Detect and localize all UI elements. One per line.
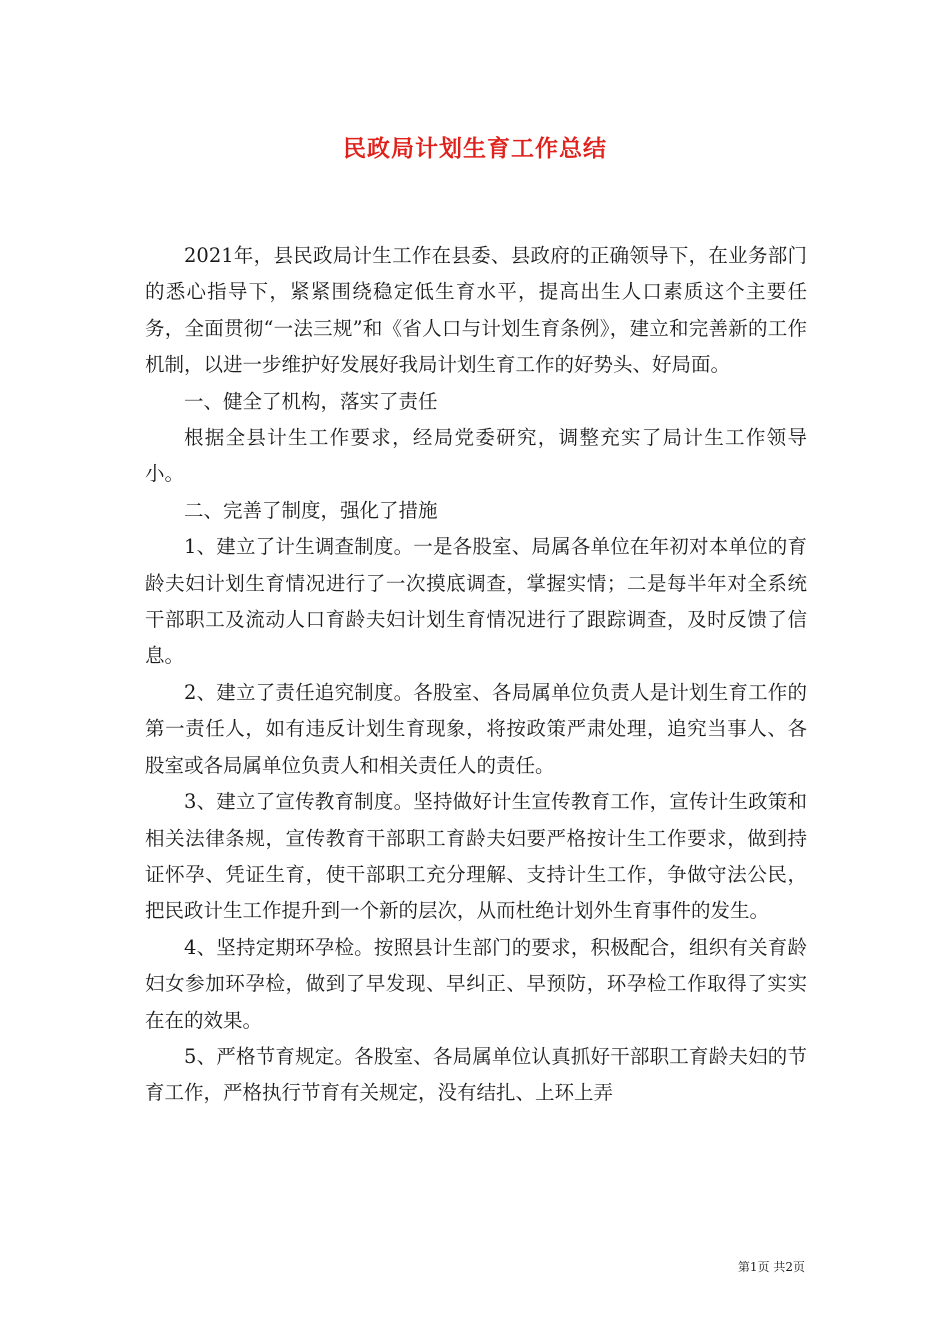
document-body (145, 238, 807, 1112)
paragraph: 2021年，县民政局计生工作在县委、县政府的正确领导下，在业务部门的悉心指导下，紧紧围绕稳定低生育水平，提高出生人口素质这个主要任务，全面贯彻“一法三规”和《省人口与计划生育条例》，建立和完善新的工作机制，以进一步维护好发展好我局计划生育工作的好势头、好局面。 (145, 244, 807, 377)
section-heading: 一、健全了机构，落实了责任 (184, 389, 438, 413)
paragraph: 3、建立了宣传教育制度。坚持做好计生宣传教育工作，宣传计生政策和相关法律条规，宣传教育干部职工育龄夫妇要严格按计生工作要求，做到持证怀孕、凭证生育，使干部职工充分理解、支持计生工作，争做守法公民，把民政计生工作提升到一个新的层次，从而杜绝计划外生育事件的发生。 (145, 790, 807, 923)
paragraph: 根据全县计生工作要求，经局党委研究，调整充实了局计生工作领导小。 (145, 426, 807, 486)
page-number: 第1页 共2页 (737, 1260, 805, 1274)
paragraph: 2、建立了责任追究制度。各股室、各局属单位负责人是计划生育工作的第一责任人，如有违反计划生育现象，将按政策严肃处理，追究当事人、各股室或各局属单位负责人和相关责任人的责任。 (145, 680, 807, 777)
document-title: 民政局计划生育工作总结 (343, 136, 607, 162)
paragraph: 4、坚持定期环孕检。按照县计生部门的要求，积极配合，组织有关育龄妇女参加环孕检，做到了早发现、早纠正、早预防，环孕检工作取得了实实在在的效果。 (145, 935, 807, 1032)
section-heading: 二、完善了制度，强化了措施 (184, 498, 438, 522)
paragraph: 5、严格节育规定。各股室、各局属单位认真抓好干部职工育龄夫妇的节育工作，严格执行节育有关规定，没有结扎、上环上弄 (145, 1044, 807, 1105)
paragraph: 1、建立了计生调查制度。一是各股室、局属各单位在年初对本单位的育龄夫妇计划生育情况进行了一次摸底调查，掌握实情；二是每半年对全系统干部职工及流动人口育龄夫妇计划生育情况进行了跟踪调查，及时反馈了信息。 (145, 535, 807, 668)
